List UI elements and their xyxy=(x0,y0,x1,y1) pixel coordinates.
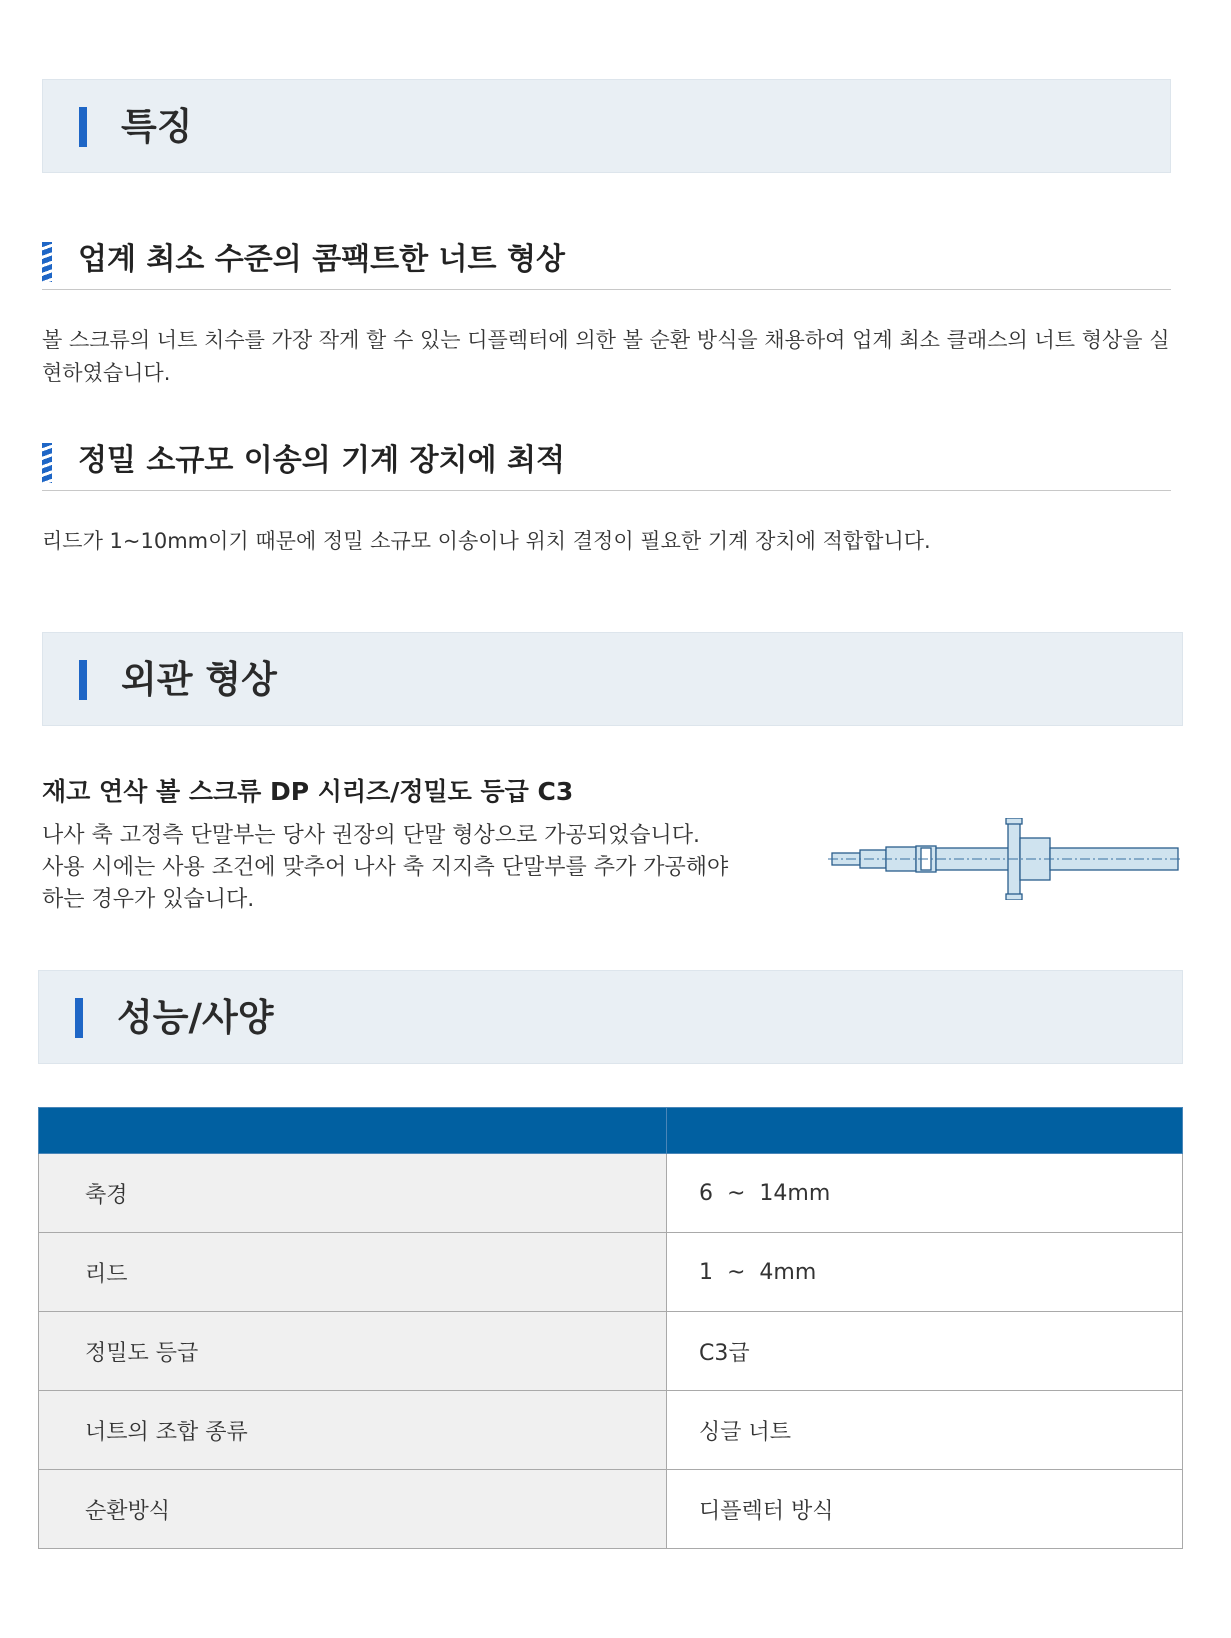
section-accent-bar xyxy=(75,998,83,1038)
section-header-appearance xyxy=(42,632,1183,726)
flange-bolt-bottom xyxy=(1006,894,1022,900)
spec-label: 정밀도 등급 xyxy=(39,1312,667,1391)
spec-label: 너트의 조합 종류 xyxy=(39,1391,667,1470)
section-title-performance: 성능/사양 xyxy=(117,996,274,1039)
flange-bolt-top xyxy=(1006,818,1022,824)
feature-heading-compact-nut xyxy=(42,234,1171,290)
spec-value: C3급 xyxy=(667,1312,1183,1391)
spec-value: 디플렉터 방식 xyxy=(667,1470,1183,1549)
feature-heading-title: 정밀 소규모 이송의 기계 장치에 최적 xyxy=(78,443,565,478)
feature-heading-title: 업계 최소 수준의 콤팩트한 너트 형상 xyxy=(78,242,565,277)
section-header-performance xyxy=(38,970,1183,1064)
spec-header-cell xyxy=(667,1108,1183,1154)
product-title: 재고 연삭 볼 스크류 DP 시리즈/정밀도 등급 C3 xyxy=(42,777,574,806)
feature-description: 볼 스크류의 너트 치수를 가장 작게 할 수 있는 디플렉터에 의한 볼 순환 방식을 채용하여 업계 최소 클래스의 너트 형상을 실현하였습니다. xyxy=(42,328,1170,385)
section-title-appearance: 외관 형상 xyxy=(121,658,277,701)
section-header-features xyxy=(42,79,1171,173)
product-description-line: 나사 축 고정측 단말부는 당사 권장의 단말 형상으로 가공되었습니다. xyxy=(42,823,700,848)
spec-header-cell xyxy=(39,1108,667,1154)
ball-screw-drawing xyxy=(828,818,1183,900)
spec-value: 1 ~ 4mm xyxy=(667,1233,1183,1312)
section-title-features: 특징 xyxy=(121,105,193,148)
table-row xyxy=(39,1312,1183,1391)
feature-description: 리드가 1~10mm이기 때문에 정밀 소규모 이송이나 위치 결정이 필요한 기계 장치에 적합합니다. xyxy=(42,529,931,553)
section-accent-bar xyxy=(79,107,87,147)
feature-heading-precision-feed xyxy=(42,435,1171,491)
striped-accent-icon xyxy=(42,242,52,282)
spec-value: 6 ~ 14mm xyxy=(667,1154,1183,1233)
section-accent-bar xyxy=(79,660,87,700)
table-row xyxy=(39,1470,1183,1549)
striped-accent-icon xyxy=(42,443,52,483)
product-description-line: 하는 경우가 있습니다. xyxy=(42,887,255,912)
product-description xyxy=(42,820,782,916)
spec-table xyxy=(38,1107,1183,1549)
spec-label: 순환방식 xyxy=(39,1470,667,1549)
product-description-line: 사용 시에는 사용 조건에 맞추어 나사 축 지지측 단말부를 추가 가공해야 xyxy=(42,855,729,880)
table-row xyxy=(39,1391,1183,1470)
spec-label: 축경 xyxy=(39,1154,667,1233)
spec-table-header-row xyxy=(39,1108,1183,1154)
spec-value: 싱글 너트 xyxy=(667,1391,1183,1470)
spec-label: 리드 xyxy=(39,1233,667,1312)
table-row xyxy=(39,1154,1183,1233)
table-row xyxy=(39,1233,1183,1312)
